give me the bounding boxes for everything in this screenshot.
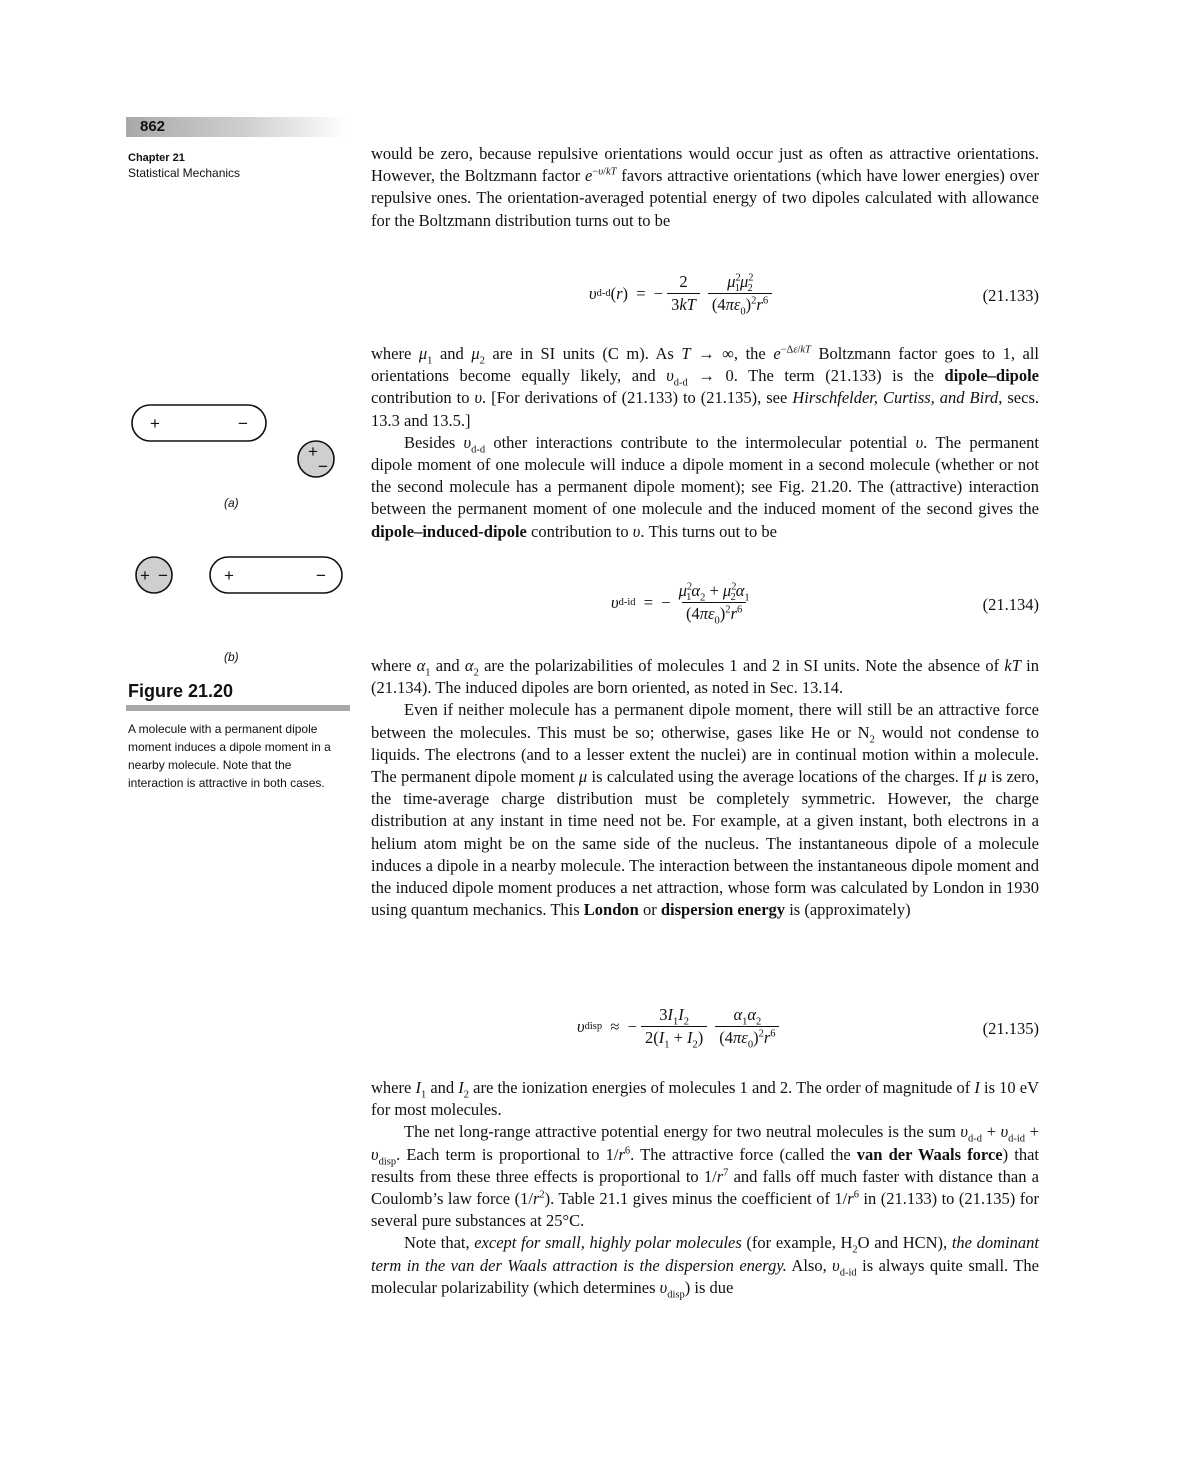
paragraph: where $I_1$ and $I_2$ are the ionization energies of molecules 1 and 2. The order of magnitude of I is 10 eV for most molecules. <box>371 1078 1040 1120</box>
equation-21-133: υ d-d ( r ) = − $\frac{2}{3kT}$ $\frac{\mu^2_1\mu^2_2}{(4\pi\varepsilon_0)^2r^6}$ (21.133) <box>589 272 1039 318</box>
paragraph: Besides $\upsilon_{d-d}$ other interactions contribute to the intermolecular potential υ. The permanent dipole moment of one molecule will induce a dipole moment in a second molecule (whether or not the second molecule has a permanent dipole moment); see Fig. 21.20. The (attractive) interaction between the permanent moment of one molecule and the induced moment of the second gives the dipole–induced-dipole contribution to υ. This turns out to be <box>371 432 1039 541</box>
minus-sign: − <box>318 457 328 476</box>
plus-sign: + <box>308 442 318 461</box>
equation-21-135: υ disp ≈ − $\frac{3I_1I_2}{2(I_1 + I_2)}$ $\frac{\alpha_1\alpha_2}{(4\pi\varepsilon_0)^2r^6}$ (21.135) <box>577 1005 1039 1051</box>
figure-rule <box>126 705 350 711</box>
body-text-block-1 <box>371 143 1039 232</box>
panel-label-b: (b) <box>224 650 239 664</box>
minus-sign: − <box>238 414 248 433</box>
plus-sign: + <box>224 566 234 585</box>
figure-title: Figure 21.20 <box>128 681 234 701</box>
panel-label-a: (a) <box>224 496 239 510</box>
plus-sign: + <box>140 566 150 585</box>
paragraph: where $\alpha_1$ and $\alpha_2$ are the polarizabilities of molecules 1 and 2 in SI units. Note the absence of kT in (21.134). The induced dipoles are born oriented, as noted in Sec. 13.14. <box>371 656 1039 698</box>
equation-number: (21.134) <box>982 595 1039 614</box>
paragraph: The net long-range attractive potential energy for two neutral molecules is the sum $\upsilon_{d-d} + \upsilon_{d-id} + \upsilon_{disp}$. Each term is proportional to $1/r^6$. The attractive force (called the van der Waals force) that results from these three effects is proportional to $1/r^7$ and falls off much faster with distance than a Coulomb’s law force $(1/r^2)$. Table 21.1 gives minus the coefficient of $1/r^6$ in (21.133) to (21.135) for several pure substances at 25°C. <box>371 1122 1040 1231</box>
figure-21-20-diagram <box>120 395 360 675</box>
page-number: 862 <box>140 118 166 135</box>
plus-sign: + <box>150 414 160 433</box>
paragraph: Even if neither molecule has a permanent dipole moment, there will still be an attractive force between the molecules. This must be so; otherwise, gases like He or $N_2$ would not condense to liquids. The electrons (and to a lesser extent the nuclei) are in continual motion within a molecule. The permanent dipole moment μ is calculated using the average locations of the charges. If μ is zero, the time-average charge distribution must be completely symmetric. However, the charge distribution at any instant in time need not be. For example, at a given instant, both electrons in a helium atom might be on the same side of the nucleus. The instantaneous dipole of a molecule induces a dipole in a nearby molecule. The interaction between the instantaneous dipole moment and the induced dipole moment produces a net attraction, whose form was calculated by London in 1930 using quantum mechanics. This London or dispersion energy is (approximately) <box>371 700 1039 920</box>
body-text-block-3 <box>371 655 1039 921</box>
minus-sign: − <box>158 566 168 585</box>
chapter-title: Statistical Mechanics <box>128 166 241 180</box>
equation-number: (21.135) <box>982 1019 1039 1038</box>
paragraph: would be zero, because repulsive orientations would occur just as often as attractive orientations. However, the Boltzmann factor $e^{-\upsilon/kT}$ favors attractive orientations (which have lower energies) over repulsive ones. The orientation-averaged potential energy of two dipoles calculated with allowance for the Boltzmann distribution turns out to be <box>371 144 1039 230</box>
paragraph: Note that, except for small, highly polar molecules (for example, $H_2O$ and HCN), the dominant term in the van der Waals attraction is the dispersion energy. Also, $\upsilon_{d-id}$ is always quite small. The molecular polarizability (which determines $\upsilon_{disp}$) is due <box>371 1233 1039 1301</box>
minus-sign: − <box>316 566 326 585</box>
equation-number: (21.133) <box>982 286 1039 305</box>
body-text-block-2 <box>371 343 1039 543</box>
body-text-block-4 <box>371 1077 1039 1299</box>
chapter-label: Chapter 21 <box>128 152 185 164</box>
paragraph: where $\mu_1$ and $\mu_2$ are in SI units (C m). As T → ∞, the $e^{-\Delta\varepsilon/kT}$ Boltzmann factor goes to 1, all orientations become equally likely, and $\upsilon_{d-d} \to 0$. The term (21.133) is the dipole–dipole contribution to υ. [For derivations of (21.133) to (21.135), see Hirschfelder, Curtiss, and Bird, secs. 13.3 and 13.5.] <box>371 344 1039 430</box>
equation-21-134: υ d-id = − $\frac{\mu^2_1\alpha_2 + \mu^2_2\alpha_1}{(4\pi\varepsilon_0)^2r^6}$ (21.134) <box>611 581 1039 627</box>
figure-caption: A molecule with a permanent dipole moment induces a dipole moment in a nearby molecule. Note that the interaction is attractive in both cases. <box>128 722 331 790</box>
